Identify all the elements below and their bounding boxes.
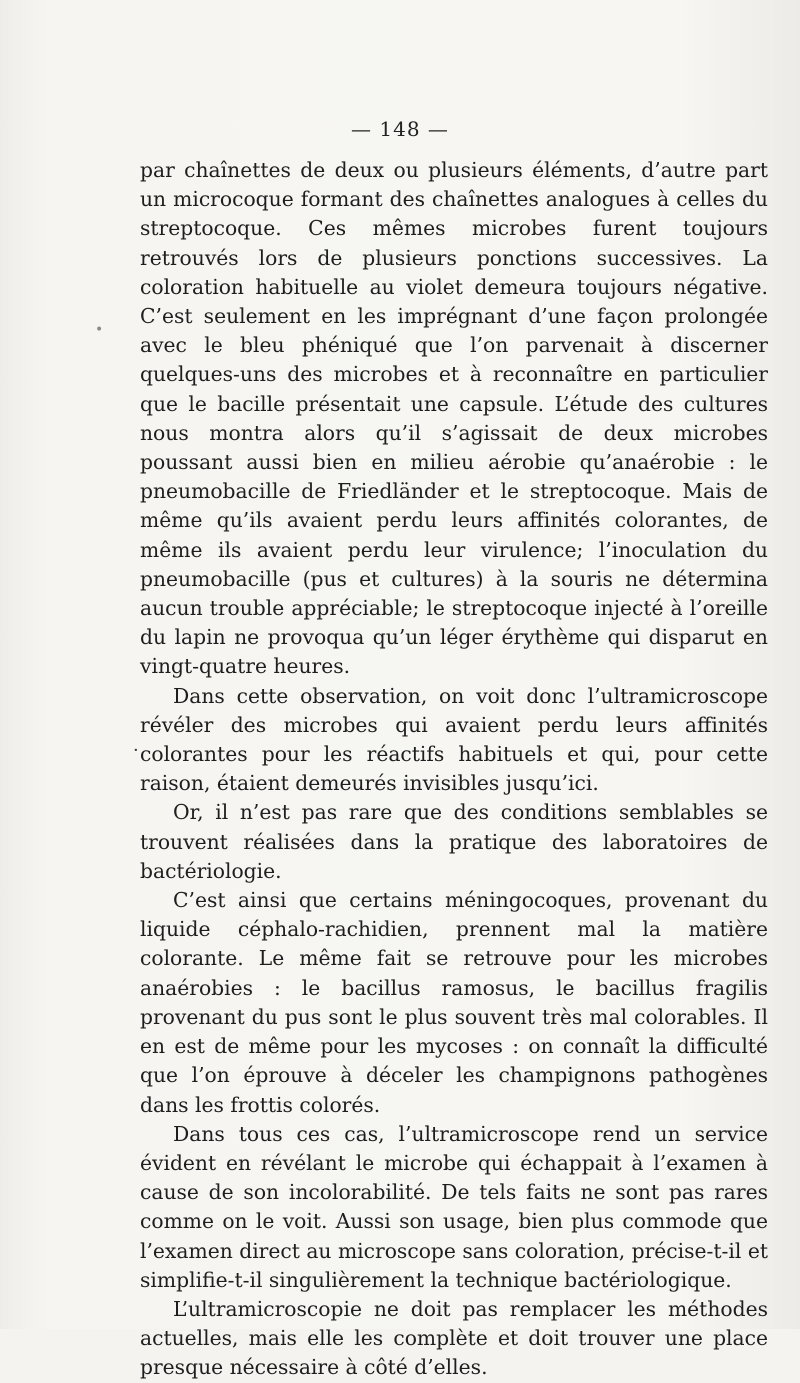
paragraph-3: Or, il n’est pas rare que des conditions semblables se trouvent réalisées dans la pratique des laboratoires de bactériologie. <box>140 800 768 883</box>
page-number: — 148 — <box>351 117 449 141</box>
paragraph-2: Dans cette observation, on voit donc l’ultramicroscope révéler des microbes qui avaient perdu leurs affinités colorantes pour les réactifs habituels et qui, pour cette raison, étaient demeurés invisibles jusqu’ici. <box>140 683 768 796</box>
body-text <box>140 156 768 1383</box>
paragraph-4: C’est ainsi que certains méningocoques, provenant du liquide céphalo-rachidien, prennent mal la matière colorante. Le même fait se retrouve pour les microbes anaérobies : le bacillus ramosus, le bacillus fragilis provenant du pus sont le plus souvent très mal colorables. Il en est de même pour les mycoses : on connaît la difficulté que l’on éprouve à déceler les champignons pathogènes dans les frottis colorés. <box>140 888 768 1117</box>
margin-dot-mark: • <box>95 322 104 338</box>
paragraph-5: Dans tous ces cas, l’ultramicroscope rend un service évident en révélant le microbe qui échappait à l’examen à cause de son incolorabilité. De tels faits ne sont pas rares comme on le voit. Aussi son usage, bien plus commode que l’examen direct au microscope sans coloration, précise-t-il et simplifie-t-il singulièrement la technique bactériologique. <box>140 1121 768 1292</box>
paragraph-1: par chaînettes de deux ou plusieurs éléments, d’autre part un microcoque formant des chaînettes analogues à celles du streptocoque. Ces mêmes microbes furent toujours retrouvés lors de plusieurs ponctions successives. La coloration habituelle au violet demeura toujours négative. C’est seulement en les imprégnant d’une façon prolongée avec le bleu phéniqué que l’on parvenait à discerner quelques-uns des microbes et à reconnaître en particulier que le bacille présentait une capsule. L’étude des cultures nous montra alors qu’il s’agissait de deux microbes poussant aussi bien en milieu aérobie qu’anaérobie : le pneumobacille de Friedländer et le streptocoque. Mais de même qu’ils avaient perdu leurs affinités colorantes, de même ils avaient perdu leur virulence; l’inoculation du pneumobacille (pus et cultures) à la souris ne détermina aucun trouble appréciable; le streptocoque injecté à l’oreille du lapin ne provoqua qu’un léger érythème qui disparut en vingt-quatre heures. <box>140 158 768 679</box>
margin-dot-mark-2: · <box>133 740 139 761</box>
paragraph-6: L’ultramicroscopie ne doit pas remplacer les méthodes actuelles, mais elle les complète et doit trouver une place presque nécessaire à côté d’elles. <box>140 1296 768 1380</box>
